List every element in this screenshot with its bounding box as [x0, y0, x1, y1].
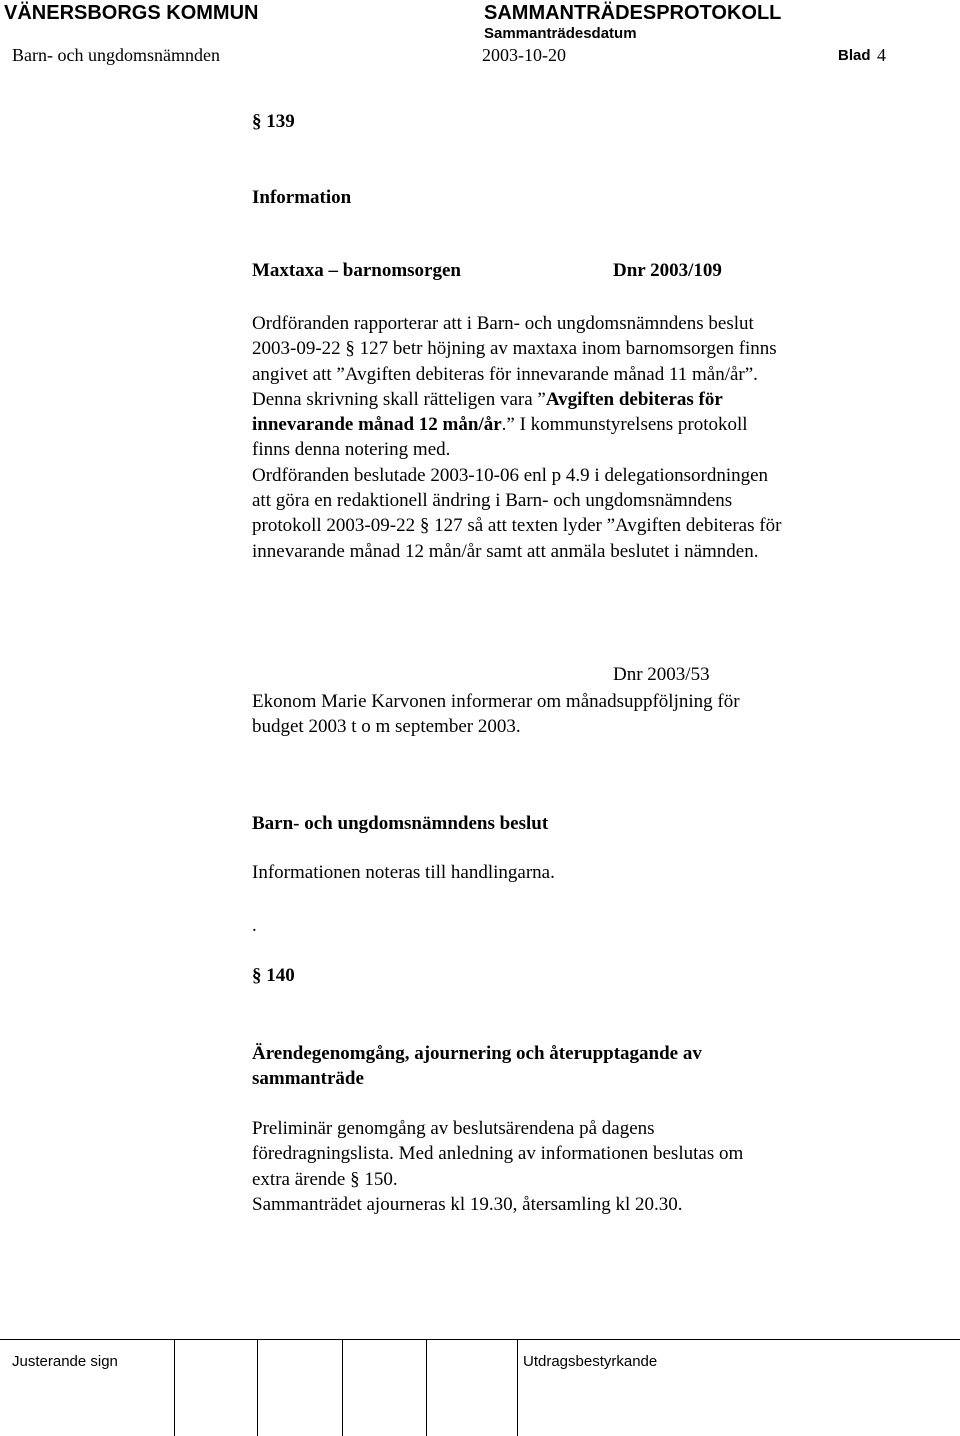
body-line: budget 2003 t o m september 2003. — [252, 716, 521, 738]
body-line: Preliminär genomgång av beslutsärendena på dagens — [252, 1118, 655, 1139]
body-line-mixed — [252, 387, 892, 412]
body-line: Ordföranden beslutade 2003-10-06 enl p 4.9 i delegationsordningen — [252, 464, 769, 486]
signature-box-divider — [174, 1339, 175, 1436]
justerande-sign-label: Justerande sign — [12, 1353, 118, 1370]
body-bold-text: Avgiften debiteras för — [545, 388, 723, 410]
section-140-heading — [252, 1041, 892, 1092]
protocol-title: SAMMANTRÄDESPROTOKOLL — [484, 2, 782, 24]
budget-dnr: Dnr 2003/53 — [613, 664, 710, 685]
budget-body — [252, 689, 892, 740]
section-139-heading: Information — [252, 187, 352, 208]
decision-heading: Barn- och ungdomsnämndens beslut — [252, 813, 549, 834]
maxtaxa-body — [252, 311, 892, 564]
footer-rule — [0, 1339, 960, 1340]
sheet-number: 4 — [877, 45, 886, 65]
maxtaxa-dnr: Dnr 2003/109 — [613, 260, 722, 281]
body-line: Sammanträdet ajourneras kl 19.30, återsamling kl 20.30. — [252, 1193, 683, 1215]
heading-line: sammanträde — [252, 1068, 364, 1090]
body-line: Ordföranden rapporterar att i Barn- och ungdomsnämndens beslut — [252, 313, 754, 334]
body-line: finns denna notering med. — [252, 439, 451, 461]
body-line: protokoll 2003-09-22 § 127 så att texten lyder ”Avgiften debiteras för — [252, 515, 782, 537]
maxtaxa-title: Maxtaxa – barnomsorgen — [252, 260, 461, 281]
signature-box-divider — [257, 1339, 258, 1436]
utdragsbestyrkande-label: Utdragsbestyrkande — [523, 1353, 658, 1370]
body-line: 2003-09-22 § 127 betr höjning av maxtaxa inom barnomsorgen finns — [252, 338, 777, 360]
body-line: angivet att ”Avgiften debiteras för innevarande månad 11 mån/år”. — [252, 363, 758, 385]
meeting-date: 2003-10-20 — [482, 45, 566, 65]
board-name: Barn- och ungdomsnämnden — [12, 45, 220, 65]
signature-box-divider — [517, 1339, 518, 1436]
body-text: .” I kommunstyrelsens protokoll — [501, 414, 748, 436]
heading-line: Ärendegenomgång, ajournering och återupptagande av — [252, 1043, 702, 1064]
section-140-number: § 140 — [252, 965, 295, 986]
body-line: att göra en redaktionell ändring i Barn- och ungdomsnämndens — [252, 490, 733, 512]
decision-text: Informationen noteras till handlingarna. — [252, 862, 555, 883]
section-139-number: § 139 — [252, 111, 295, 132]
separator-dot: . — [252, 915, 257, 936]
municipality-name: VÄNERSBORGS KOMMUN — [4, 2, 259, 24]
body-line-mixed — [252, 412, 892, 437]
meeting-date-label: Sammanträdesdatum — [484, 25, 637, 42]
body-bold-text: innevarande månad 12 mån/år — [252, 414, 502, 436]
section-140-body — [252, 1116, 892, 1217]
signature-box-divider — [426, 1339, 427, 1436]
sheet-label: Blad — [838, 47, 871, 64]
body-line: föredragningslista. Med anledning av informationen beslutas om — [252, 1143, 744, 1165]
signature-box-divider — [342, 1339, 343, 1436]
body-text: Denna skrivning skall rätteligen vara ” — [252, 388, 546, 410]
body-line: Ekonom Marie Karvonen informerar om månadsuppföljning för — [252, 691, 740, 712]
body-line: innevarande månad 12 mån/år samt att anmäla beslutet i nämnden. — [252, 540, 759, 562]
body-line: extra ärende § 150. — [252, 1168, 398, 1190]
